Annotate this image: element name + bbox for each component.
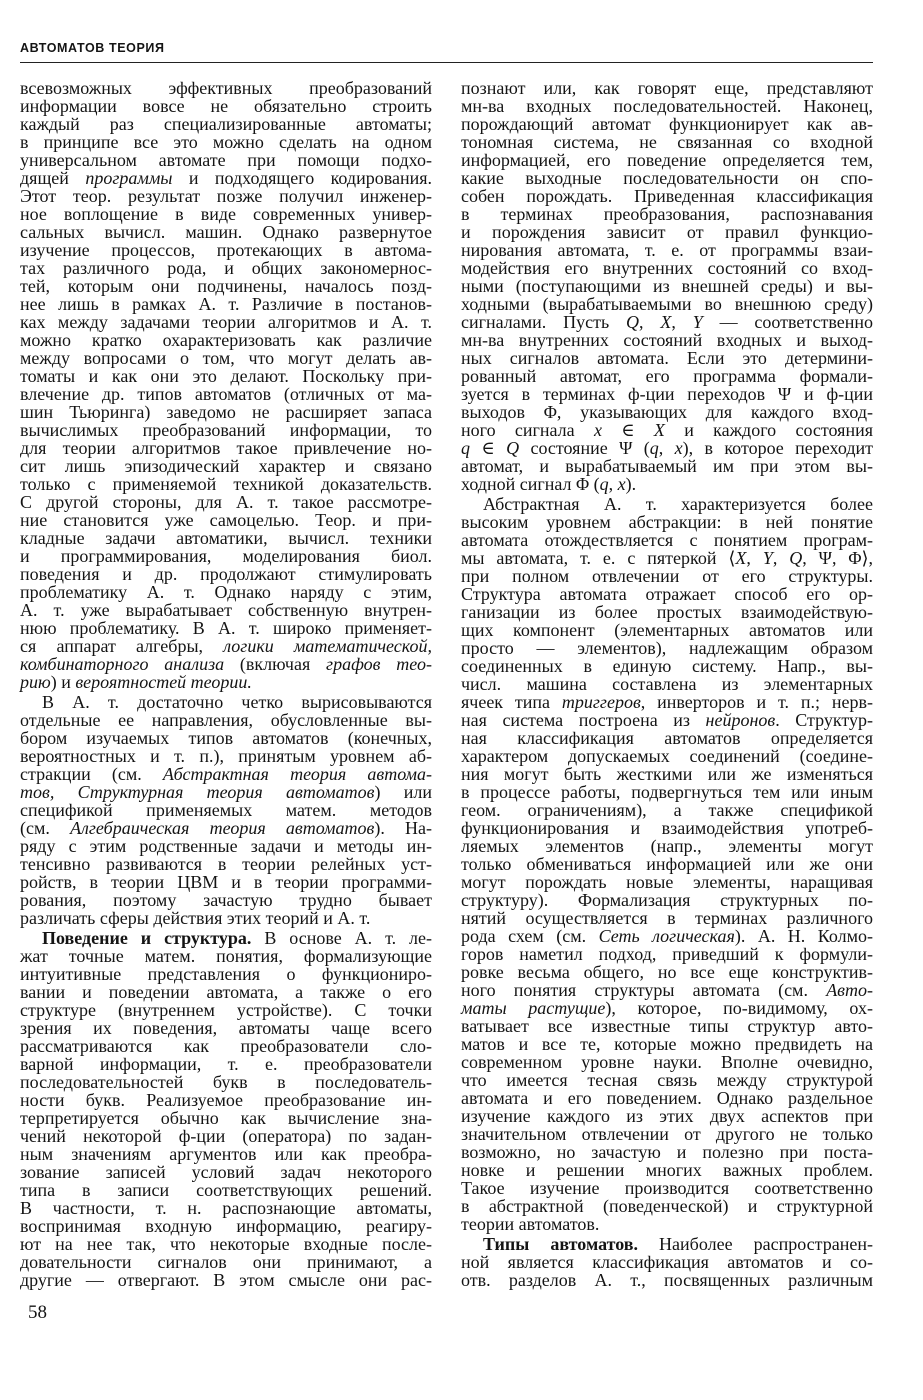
text-run: ), в которое переходит xyxy=(682,438,873,458)
text-line: В А. т. достаточно четко вырисовываются xyxy=(42,692,432,712)
italic-run: Y xyxy=(762,548,773,568)
text-line: Структура автомата отражает способ его ор- xyxy=(461,584,873,604)
text-run: ная система построена из xyxy=(461,710,706,730)
text-line xyxy=(461,999,873,1017)
text-line: в терминах преобразования, распознавания xyxy=(461,204,873,224)
italic-run: маты растущие xyxy=(461,998,606,1018)
text-line: тей, которым они подчинены, началось позд- xyxy=(20,276,432,296)
text-line: В частности, т. н. распознающие автоматы, xyxy=(20,1198,432,1218)
text-run: дящей xyxy=(20,168,86,188)
text-run: ), которое, по-видимому, ох- xyxy=(605,998,873,1018)
text-line: и порождения зависит от правил функцио- xyxy=(461,222,873,242)
text-line: ляемых элементов (напр., элементы могут xyxy=(461,836,873,856)
italic-run: Алгебраическая теория автоматов xyxy=(70,818,375,838)
text-line: ряду с этим родственные задачи и методы ин- xyxy=(20,836,432,856)
text-line: Этот теор. результат позже получил инженер- xyxy=(20,186,432,206)
text-run: ). А. Н. Колмо- xyxy=(734,926,873,946)
text-line: высоким уровнем абстракции: в ней понятие xyxy=(461,512,873,532)
text-line xyxy=(20,819,432,837)
text-line: в абстрактной (поведенческой) и структурной xyxy=(461,1196,873,1216)
italic-run: графов тео- xyxy=(326,654,432,674)
text-line: тенсивно развиваются в теории релейных уст- xyxy=(20,854,432,874)
text-line: значительном отвлечении от другого не только xyxy=(461,1124,873,1144)
text-line: последовательностей букв в последователь- xyxy=(20,1072,432,1092)
text-line xyxy=(461,711,873,729)
text-run: сигналами. Пусть xyxy=(461,312,627,332)
text-line: автомата отождествляется с понятием програм- xyxy=(461,530,873,550)
text-line: тах различного рода, и общих закономернос- xyxy=(20,258,432,278)
text-line: щих компонент (элементарных автоматов или xyxy=(461,620,873,640)
text-run: , xyxy=(608,474,618,494)
text-line: Абстрактная А. т. характеризуется более xyxy=(483,494,873,514)
paragraph xyxy=(20,79,432,691)
text-line: функционирования и взаимодействия употреб- xyxy=(461,818,873,838)
text-line xyxy=(20,169,432,187)
text-line: шин Тьюринга) заведомо не расширяет запаса xyxy=(20,402,432,422)
text-line: нирования автомата, т. е. от программы взаи- xyxy=(461,240,873,260)
paragraph xyxy=(461,79,873,493)
text-line: рассматриваются как преобразователи сло- xyxy=(20,1036,432,1056)
text-line: ватывает все известные типы структур авто- xyxy=(461,1016,873,1036)
text-line: порождающий автомат функционирует как ав- xyxy=(461,114,873,134)
text-run: ячеек типа xyxy=(461,692,562,712)
text-run: , xyxy=(746,548,763,568)
text-line: в принципе все это можно сделать на одном xyxy=(20,132,432,152)
italic-run: Авто- xyxy=(826,980,873,1000)
page-number: 58 xyxy=(28,1302,47,1323)
text-line: ровке весьма общего, но все еще конструктив- xyxy=(461,962,873,982)
text-line: поведения и др. продолжают стимулировать xyxy=(20,564,432,584)
text-run: ) или xyxy=(374,782,432,802)
text-run: . Структур- xyxy=(775,710,873,730)
text-line: могут порождать новые элементы, наращивая xyxy=(461,872,873,892)
text-run: ся аппарат алгебры, xyxy=(20,636,224,656)
text-line xyxy=(461,1235,873,1253)
text-line: выходов Φ, указывающих для каждого вход- xyxy=(461,402,873,422)
text-line: спецификой применяемых матем. методов xyxy=(20,800,432,820)
right-column xyxy=(461,79,873,1289)
text-line xyxy=(461,549,873,567)
text-line: воспринимая входную информацию, реагиру- xyxy=(20,1216,432,1236)
text-line: нее лишь в рамках А. т. Различие в постанов- xyxy=(20,294,432,314)
text-line: ганизации из более простых взаимодействую- xyxy=(461,602,873,622)
text-line: для теории алгоритмов такое привлечение но- xyxy=(20,438,432,458)
text-line: какие выходные последовательности он спо- xyxy=(461,168,873,188)
text-line: информацией, его поведение определяется тем, xyxy=(461,150,873,170)
paragraph xyxy=(20,929,432,1289)
text-run: (см. xyxy=(20,818,71,838)
italic-run: рию xyxy=(20,672,51,692)
text-line: что имеется тесная связь между структурой xyxy=(461,1070,873,1090)
text-line xyxy=(461,475,873,493)
text-line: геом. ограничениям), а также спецификой xyxy=(461,800,873,820)
text-line xyxy=(461,981,873,999)
italic-run: q xyxy=(461,438,470,458)
text-line: вычислимых преобразований информации, то xyxy=(20,420,432,440)
text-line: интуитивные представления о функциониро- xyxy=(20,964,432,984)
italic-run: логики математической, xyxy=(223,636,433,656)
text-line: ности букв. Реализуемое преобразование ин- xyxy=(20,1090,432,1110)
text-line xyxy=(461,927,873,945)
text-line: зование записей условий задач некоторого xyxy=(20,1162,432,1182)
italic-run: программы xyxy=(85,168,173,188)
text-line: только обмениваться информацией или же они xyxy=(461,854,873,874)
text-line xyxy=(20,765,432,783)
text-line: и программирования, моделирования биол. xyxy=(20,546,432,566)
text-run: , xyxy=(658,438,675,458)
text-line: проблематику А. т. Однако наряду с этим, xyxy=(20,582,432,602)
text-line: ходными (вырабатываемыми во внешнюю среду) xyxy=(461,294,873,314)
text-line: возможно, но зачастую и полезно при поста- xyxy=(461,1142,873,1162)
text-line: собен порождать. Приведенная классификация xyxy=(461,186,873,206)
text-line xyxy=(461,313,873,331)
italic-run: Q xyxy=(626,312,640,332)
text-line: ках между задачами теории алгоритмов и А. т. xyxy=(20,312,432,332)
paragraph xyxy=(461,495,873,1233)
text-line xyxy=(20,637,432,655)
text-line: новке и решении многих важных проблем. xyxy=(461,1160,873,1180)
text-line: мн-ва внутренних состояний входных и выход- xyxy=(461,330,873,350)
text-line: ных сигналов автомата. Если это детермини- xyxy=(461,348,873,368)
text-run: ного понятия структуры автомата (см. xyxy=(461,980,827,1000)
text-run: рода схем (см. xyxy=(461,926,599,946)
text-line: нятий осуществляется в терминах различного xyxy=(461,908,873,928)
text-line: при полном отвлечении от его структуры. xyxy=(461,566,873,586)
text-run: и подходящего кодирования. xyxy=(172,168,432,188)
text-line xyxy=(20,929,432,947)
text-line xyxy=(20,783,432,801)
text-line: автомат, и вырабатываемый им при этом вы- xyxy=(461,456,873,476)
text-line: рования, поэтому зачастую трудно бывает xyxy=(20,890,432,910)
italic-run: q xyxy=(649,438,659,458)
text-line: числ. машина составлена из элементарных xyxy=(461,674,873,694)
text-line: матов и все те, которые можно предвидеть на xyxy=(461,1034,873,1054)
italic-run: X xyxy=(660,312,672,332)
running-head: АВТОМАТОВ ТЕОРИЯ xyxy=(20,41,165,55)
text-line: вероятностных и т. п.), принятым уровнем аб- xyxy=(20,746,432,766)
text-line: изучение процессов, протекающих в автома- xyxy=(20,240,432,260)
text-line: жат точные матем. понятия, формализующие xyxy=(20,946,432,966)
text-line: характером допускаемых соединений (соедине- xyxy=(461,746,873,766)
text-run: и каждого состояния xyxy=(664,420,873,440)
text-run: ). На- xyxy=(374,818,432,838)
text-line: информации вовсе не обязательно строить xyxy=(20,96,432,116)
text-line: универсальном автомате при помощи подхо- xyxy=(20,150,432,170)
text-line: ют на нее так, что некоторые входные после- xyxy=(20,1234,432,1254)
text-run: ходной сигнал Φ ( xyxy=(461,474,600,494)
text-run: стракции (см. xyxy=(20,764,163,784)
text-run: , xyxy=(639,312,661,332)
text-line: просто — элементов), надлежащим образом xyxy=(461,638,873,658)
italic-run: вероятностей теории. xyxy=(75,672,252,692)
paragraph xyxy=(20,693,432,927)
text-line: между вопросами о том, что могут делать ав- xyxy=(20,348,432,368)
text-line: ным значениям аргументов или как преобра- xyxy=(20,1144,432,1164)
text-run: ). xyxy=(625,474,637,494)
text-line xyxy=(461,693,873,711)
text-line: мн-ва входных последовательностей. Наконец, xyxy=(461,96,873,116)
italic-run: x xyxy=(674,438,683,458)
left-column xyxy=(20,79,432,1289)
text-run: — соответственно xyxy=(702,312,874,332)
text-line: каждый раз специализированные автоматы; xyxy=(20,114,432,134)
text-line: структуру). Формализация структурных по- xyxy=(461,890,873,910)
italic-run: тов, Структурная теория автоматов xyxy=(20,782,375,802)
text-line: типа в записи соответствующих решений. xyxy=(20,1180,432,1200)
text-line: вании и поведении автомата, а также о его xyxy=(20,982,432,1002)
text-run: ) и xyxy=(50,672,76,692)
text-run: мы автомата, т. е. с пятеркой ⟨ xyxy=(461,548,736,568)
text-line: современном уровне науки. Вполне очевидно, xyxy=(461,1052,873,1072)
text-line: можно кратко охарактеризовать как различие xyxy=(20,330,432,350)
text-line: рованный автомат, его программа формали- xyxy=(461,366,873,386)
text-line: ной является классификация автоматов и со- xyxy=(461,1252,873,1272)
italic-run: Сеть логическая xyxy=(598,926,735,946)
italic-run: Абстрактная теория автома- xyxy=(162,764,432,784)
paragraph xyxy=(461,1235,873,1289)
text-line: познают или, как говорят еще, представляют xyxy=(461,78,873,98)
italic-run: комбинаторного анализа xyxy=(20,654,225,674)
text-line: автомата и его поведением. Однако раздельное xyxy=(461,1088,873,1108)
text-line: зрения их поведения, автоматы чаще всего xyxy=(20,1018,432,1038)
text-line: отв. разделов А. т., посвященных различным xyxy=(461,1270,873,1290)
text-line: различать сферы действия этих теорий и А. т. xyxy=(20,908,371,928)
text-line: теории автоматов. xyxy=(461,1214,600,1234)
text-run: (включая xyxy=(224,654,327,674)
text-run: , инверторов и т. п.; нерв- xyxy=(640,692,873,712)
text-line: ная классификация автоматов определяется xyxy=(461,728,873,748)
text-run: , xyxy=(772,548,790,568)
text-line: сит лишь эпизодический характер и связано xyxy=(20,456,432,476)
text-line: довательности сигналов они принимают, а xyxy=(20,1252,432,1272)
text-line: сальных вычисл. машин. Однако развернутое xyxy=(20,222,432,242)
text-line: томаты и как они это делают. Поскольку при- xyxy=(20,366,432,386)
italic-run: триггеров xyxy=(561,692,641,712)
text-line: ние становится уже самоцелью. Теор. и при- xyxy=(20,510,432,530)
italic-run: Q xyxy=(789,548,803,568)
text-line: тономная система, не связанная со входной xyxy=(461,132,873,152)
text-line: влечение др. типов автоматов (отличных от ма- xyxy=(20,384,432,404)
text-line: С другой стороны, для А. т. такое рассмотре- xyxy=(20,492,432,512)
text-run: ного сигнала xyxy=(461,420,594,440)
text-run: В основе А. т. ле- xyxy=(251,928,432,948)
text-run: ∈ xyxy=(601,420,654,440)
italic-run: Y xyxy=(692,312,703,332)
text-line: соединенных в единую систему. Напр., вы- xyxy=(461,656,873,676)
text-line: бором изучаемых типов автоматов (конечных, xyxy=(20,728,432,748)
text-line: ройств, в теории ЦВМ и в теории программи- xyxy=(20,872,432,892)
text-line: А. т. уже вырабатывает собственную внутрен- xyxy=(20,600,432,620)
section-heading-run: Поведение и структура. xyxy=(42,928,252,948)
text-line: терпретируется обычно как вычисление зна- xyxy=(20,1108,432,1128)
header-rule xyxy=(20,62,873,63)
text-line: чений некоторой ф-ции (оператора) по задан- xyxy=(20,1126,432,1146)
text-run: состояние Ψ ( xyxy=(519,438,650,458)
text-line xyxy=(461,439,873,457)
italic-run: q xyxy=(599,474,609,494)
text-line: ными (поступающими из внешней среды) и вы- xyxy=(461,276,873,296)
text-line: кладные задачи автоматики, вычисл. техники xyxy=(20,528,432,548)
italic-run: X xyxy=(653,420,665,440)
italic-run: x xyxy=(617,474,626,494)
text-run: Наиболее распространен- xyxy=(638,1234,873,1254)
text-line xyxy=(20,673,432,691)
text-run: , Ψ, Φ⟩, xyxy=(802,548,874,568)
text-line: структуре (внутреннем устройстве). С точки xyxy=(20,1000,432,1020)
text-line: ное воплощение в виде современных универ- xyxy=(20,204,432,224)
text-line: модействия его внутренних состояний со вход- xyxy=(461,258,873,278)
text-line: горов наметил подход, приведший к формули- xyxy=(461,944,873,964)
section-heading-run: Типы автоматов. xyxy=(483,1234,638,1254)
text-line: в процессе работы, подвергнуться тем или иным xyxy=(461,782,873,802)
italic-run: x xyxy=(593,420,602,440)
text-run: ∈ xyxy=(470,438,507,458)
text-line: всевозможных эффективных преобразований xyxy=(20,78,432,98)
text-line xyxy=(20,655,432,673)
text-line: ния могут быть жесткими или же изменяться xyxy=(461,764,873,784)
text-run: , xyxy=(671,312,693,332)
italic-run: нейронов xyxy=(705,710,776,730)
italic-run: X xyxy=(735,548,747,568)
text-line: только с применяемой техникой доказательств. xyxy=(20,474,432,494)
text-line: варной информации, т. е. преобразователи xyxy=(20,1054,432,1074)
italic-run: Q xyxy=(506,438,520,458)
text-line: Такое изучение производится соответственно xyxy=(461,1178,873,1198)
text-line xyxy=(461,421,873,439)
text-line: отдельные ее направления, обусловленные вы- xyxy=(20,710,432,730)
text-line: другие — отвергают. В этом смысле они рас- xyxy=(20,1270,432,1290)
text-line: зуется в терминах ф-ции переходов Ψ и ф-ции xyxy=(461,384,873,404)
text-line: изучение каждого из этих двух аспектов при xyxy=(461,1106,873,1126)
text-line: нюю проблематику. В А. т. широко применяет- xyxy=(20,618,432,638)
